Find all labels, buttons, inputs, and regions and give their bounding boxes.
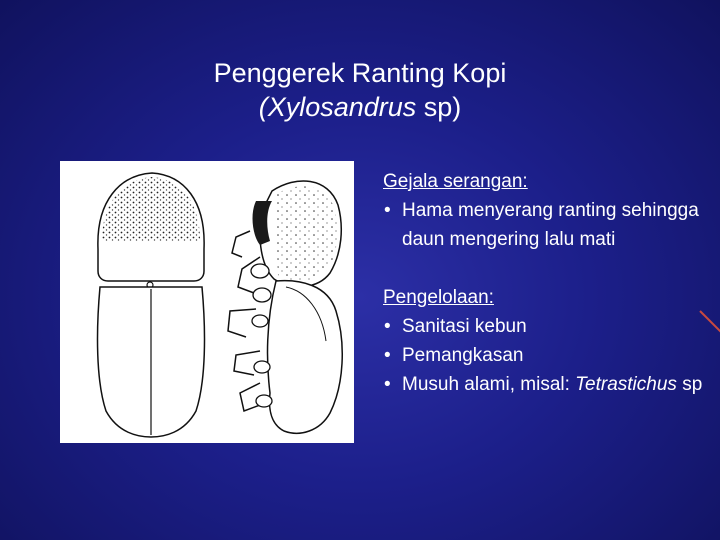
list-item-text: Hama menyerang ranting sehingga daun mengering lalu mati — [402, 200, 699, 250]
section-spacer — [383, 254, 703, 283]
list-item — [383, 370, 703, 399]
list-item-text: Pemangkasan — [402, 345, 524, 366]
bullet-icon: • — [384, 316, 391, 337]
list-item-text: Musuh alami, misal: — [402, 374, 576, 395]
natural-enemy-suffix: sp — [676, 374, 703, 395]
beetle-lateral-view — [228, 181, 342, 433]
beetle-illustration — [60, 161, 354, 443]
list-item — [383, 196, 703, 254]
list-item — [383, 312, 703, 341]
bullet-icon: • — [384, 345, 391, 366]
title-species-suffix: sp) — [416, 92, 462, 122]
title-line-2 — [0, 90, 720, 124]
beetle-dorsal-view — [98, 173, 205, 437]
natural-enemy-name: Tetrastichus — [575, 374, 677, 395]
bullet-icon: • — [384, 200, 391, 221]
gejala-heading: Gejala serangan: — [383, 171, 528, 192]
beetle-drawing — [60, 161, 354, 443]
gejala-list — [383, 196, 703, 254]
pengelolaan-heading: Pengelolaan: — [383, 287, 494, 308]
slide-title — [0, 56, 720, 124]
pengelolaan-list — [383, 312, 703, 399]
list-item — [383, 341, 703, 370]
slide-content — [383, 167, 703, 399]
title-line-1: Penggerek Ranting Kopi — [213, 58, 507, 88]
bullet-icon: • — [384, 374, 391, 395]
list-item-text: Sanitasi kebun — [402, 316, 527, 337]
title-species-name: (Xylosandrus — [258, 92, 417, 122]
